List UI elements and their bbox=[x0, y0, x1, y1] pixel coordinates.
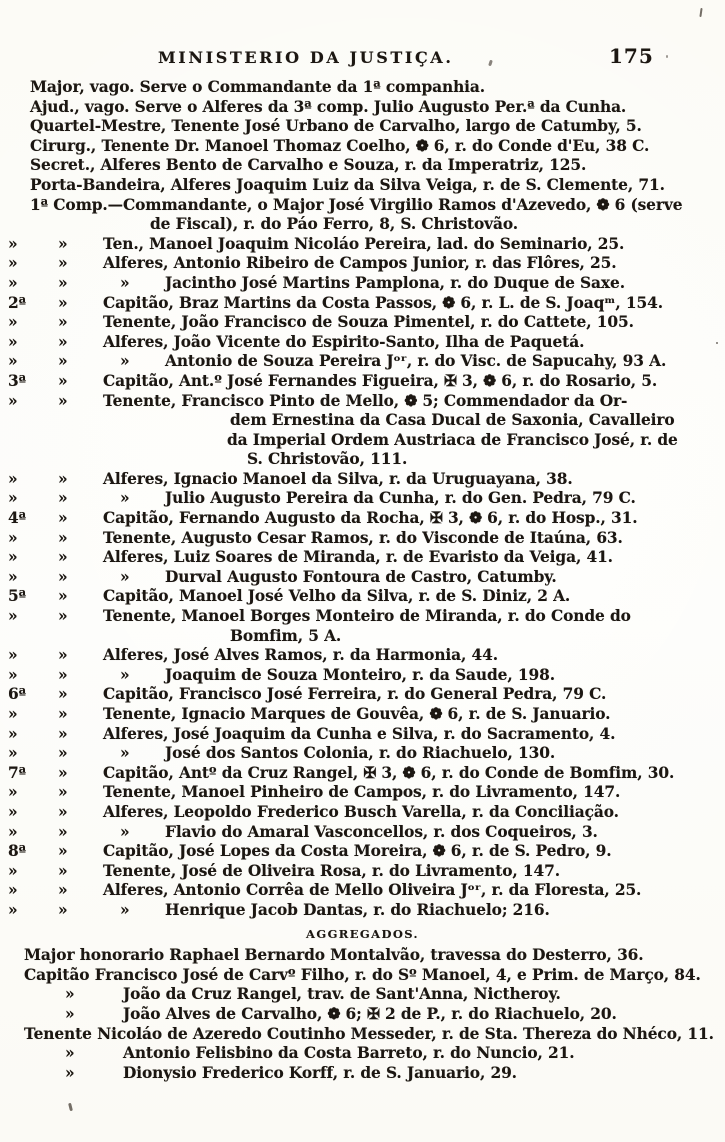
roster-entry-text: Alferes, Ignacio Manoel da Silva, r. da Uruguayana, 38. bbox=[103, 469, 573, 488]
roster-row bbox=[0, 744, 725, 764]
roster-entry-text: Antonio de Souza Pereira Jᵒʳ, r. do Visc. de Sapucahy, 93 A. bbox=[165, 352, 667, 371]
roster-entry-text: Tenente, Augusto Cesar Ramos, r. do Visconde de Itaúna, 63. bbox=[103, 528, 623, 547]
roster-entry-text: Julio Augusto Pereira da Cunha, r. do Gen. Pedra, 79 C. bbox=[165, 489, 636, 508]
company-number-column: » bbox=[8, 254, 18, 273]
roster-entry-text: Tenente, José de Oliveira Rosa, r. do Livramento, 147. bbox=[103, 861, 561, 880]
company-number-column: » bbox=[8, 783, 18, 802]
company-number-column: » bbox=[8, 881, 18, 900]
aggregados-entry-text: Tenente Nicoláo de Azeredo Coutinho Messeder, r. de Sta. Thereza do Nhéco, 11. bbox=[24, 1024, 714, 1043]
roster-entry-text: Alferes, Luiz Soares de Miranda, r. de Evaristo da Veiga, 41. bbox=[103, 548, 613, 567]
roster-row bbox=[0, 392, 725, 412]
ditto-mark-column: » bbox=[58, 783, 68, 802]
aggregados-entry-text: João Alves de Carvalho, ❁ 6; ✠ 2 de P., r. do Riachuelo, 20. bbox=[123, 1004, 617, 1023]
company-number-column: » bbox=[8, 665, 18, 684]
ditto-mark-column: » bbox=[58, 881, 68, 900]
roster-entry-text: Tenente, Francisco Pinto de Mello, ❁ 5; Commendador da Or- bbox=[103, 391, 628, 410]
ink-speck bbox=[716, 342, 718, 344]
ditto-mark-column: » bbox=[58, 685, 68, 704]
ditto-mark-column: » bbox=[58, 509, 68, 528]
roster-continuation-line: S. Christovão, 111. bbox=[247, 450, 408, 469]
ditto-mark-column: » bbox=[58, 548, 68, 567]
roster-row bbox=[0, 529, 725, 549]
company-number-column: » bbox=[8, 567, 18, 586]
roster-entry-text: Durval Augusto Fontoura de Castro, Catumby. bbox=[165, 567, 557, 586]
aggregados-row bbox=[0, 1044, 725, 1064]
company-number-column: » bbox=[8, 900, 18, 919]
aggregados-entry-text: João da Cruz Rangel, trav. de Sant'Anna, Nictheroy. bbox=[123, 985, 561, 1004]
ink-speck bbox=[666, 55, 668, 58]
ditto-mark-column: » bbox=[58, 391, 68, 410]
company-number-column: 6ª bbox=[8, 685, 27, 704]
aggregados-entry-text: Capitão Francisco José de Carvº Filho, r. do Sº Manoel, 4, e Prim. de Março, 84. bbox=[24, 965, 701, 984]
aggregados-row bbox=[0, 1025, 725, 1045]
ditto-mark-column: » bbox=[58, 587, 68, 606]
ditto-mark-column: » bbox=[58, 822, 68, 841]
roster-row bbox=[0, 705, 725, 725]
roster-entry-text: Capitão, Fernando Augusto da Rocha, ✠ 3, ❁ 6, r. do Hosp., 31. bbox=[103, 509, 638, 528]
roster-row bbox=[0, 901, 725, 921]
ditto-mark-column: » bbox=[58, 861, 68, 880]
company-number-column: » bbox=[8, 548, 18, 567]
aggregados-row bbox=[0, 1064, 725, 1084]
roster-row bbox=[0, 294, 725, 314]
company-number-column: 3ª bbox=[8, 371, 27, 390]
company-roster-section bbox=[0, 235, 725, 921]
roster-entry-text: Tenente, João Francisco de Souza Pimentel, r. do Cattete, 105. bbox=[103, 313, 634, 332]
sub-ditto-mark: » bbox=[120, 822, 130, 841]
aggregados-entry-text: Dionysio Frederico Korff, r. de S. Januario, 29. bbox=[123, 1063, 517, 1082]
roster-row bbox=[0, 568, 725, 588]
ditto-mark-column: » bbox=[58, 352, 68, 371]
roster-row bbox=[0, 607, 725, 627]
aggregados-entry-text: Antonio Felisbino da Costa Barreto, r. do Nuncio, 21. bbox=[123, 1044, 575, 1063]
ditto-mark-column: » bbox=[58, 273, 68, 292]
page-title: MINISTERIO DA JUSTIÇA. bbox=[158, 48, 454, 67]
ink-speck bbox=[68, 1103, 73, 1111]
roster-row bbox=[0, 862, 725, 882]
roster-row bbox=[0, 646, 725, 666]
roster-row bbox=[0, 685, 725, 705]
roster-continuation-line: da Imperial Ordem Austriaca de Francisco José, r. de bbox=[227, 430, 678, 449]
ditto-mark-column: » bbox=[58, 332, 68, 351]
roster-row bbox=[0, 313, 725, 333]
roster-entry-text: Joaquim de Souza Monteiro, r. da Saude, 198. bbox=[165, 665, 555, 684]
ditto-mark-column: » bbox=[58, 900, 68, 919]
roster-row bbox=[0, 548, 725, 568]
company-number-column: » bbox=[8, 391, 18, 410]
roster-row bbox=[0, 254, 725, 274]
roster-row bbox=[0, 803, 725, 823]
company-number-column: » bbox=[8, 802, 18, 821]
roster-entry-text: Capitão, Francisco José Ferreira, r. do General Pedra, 79 C. bbox=[103, 685, 607, 704]
roster-row bbox=[0, 764, 725, 784]
roster-row bbox=[0, 823, 725, 843]
roster-entry-text: Capitão, Manoel José Velho da Silva, r. de S. Diniz, 2 A. bbox=[103, 587, 571, 606]
staff-line: Quartel-Mestre, Tenente José Urbano de Carvalho, largo de Catumby, 5. bbox=[30, 117, 642, 136]
company-number-column: » bbox=[8, 607, 18, 626]
roster-entry-text: Alferes, João Vicente do Espirito-Santo, Ilha de Paquetá. bbox=[103, 332, 585, 351]
ditto-mark-column: » bbox=[58, 607, 68, 626]
company-number-column: 4ª bbox=[8, 509, 27, 528]
sub-ditto-mark: » bbox=[120, 352, 130, 371]
roster-entry-text: Capitão, Antº da Cruz Rangel, ✠ 3, ❁ 6, r. do Conde de Bomfim, 30. bbox=[103, 763, 675, 782]
roster-row bbox=[0, 587, 725, 607]
staff-line: Ajud., vago. Serve o Alferes da 3ª comp. Julio Augusto Per.ª da Cunha. bbox=[30, 97, 627, 116]
roster-entry-text: Alferes, Antonio Ribeiro de Campos Junior, r. das Flôres, 25. bbox=[103, 254, 617, 273]
aggregados-section bbox=[0, 946, 725, 1083]
company-number-column: » bbox=[8, 705, 18, 723]
sub-ditto-mark: » bbox=[120, 567, 130, 586]
roster-entry-text: Jacintho José Martins Pamplona, r. do Duque de Saxe. bbox=[165, 273, 625, 292]
roster-row bbox=[0, 509, 725, 529]
roster-row bbox=[0, 235, 725, 255]
company-number-column: 2ª bbox=[8, 293, 27, 312]
company-number-column: 8ª bbox=[8, 842, 27, 861]
roster-entry-text: Henrique Jacob Dantas, r. do Riachuelo; 216. bbox=[165, 900, 550, 919]
ditto-mark-column: » bbox=[58, 293, 68, 312]
roster-continuation-line: dem Ernestina da Casa Ducal de Saxonia, Cavalleiro bbox=[230, 411, 675, 430]
ditto-mark-column: » bbox=[58, 567, 68, 586]
company-number-column: » bbox=[8, 822, 18, 841]
page-number: 175 bbox=[609, 44, 654, 68]
company-number-column: » bbox=[8, 489, 18, 508]
ditto-mark-column: » bbox=[58, 469, 68, 488]
roster-row bbox=[0, 842, 725, 862]
company-number-column: » bbox=[8, 332, 18, 351]
roster-entry-text: Capitão, Ant.º José Fernandes Figueira, ✠ 3, ❁ 6, r. do Rosario, 5. bbox=[103, 371, 658, 390]
ditto-mark-column: » bbox=[58, 528, 68, 547]
aggregados-row bbox=[0, 1005, 725, 1025]
roster-row bbox=[0, 666, 725, 686]
roster-entry-text: Capitão, Braz Martins da Costa Passos, ❁ 6, r. L. de S. Joaqᵐ, 154. bbox=[103, 293, 664, 312]
roster-row bbox=[0, 489, 725, 509]
company-number-column: » bbox=[8, 528, 18, 547]
ditto-mark-column: » bbox=[58, 763, 68, 782]
aggregados-ditto-mark: » bbox=[65, 1044, 75, 1063]
ditto-mark-column: » bbox=[58, 646, 68, 665]
company-number-column: » bbox=[8, 744, 18, 763]
roster-continuation-line: Bomfim, 5 A. bbox=[230, 626, 342, 645]
company-number-column: » bbox=[8, 646, 18, 665]
staff-line: Major, vago. Serve o Commandante da 1ª companhia. bbox=[30, 78, 486, 96]
roster-entry-text: Ten., Manoel Joaquim Nicoláo Pereira, lad. do Seminario, 25. bbox=[103, 234, 625, 253]
sub-ditto-mark: » bbox=[120, 665, 130, 684]
ditto-mark-column: » bbox=[58, 665, 68, 684]
company-number-column: » bbox=[8, 469, 18, 488]
ditto-mark-column: » bbox=[58, 313, 68, 332]
staff-line: Porta-Bandeira, Alferes Joaquim Luiz da Silva Veiga, r. de S. Clemente, 71. bbox=[30, 175, 665, 194]
ditto-mark-column: » bbox=[58, 802, 68, 821]
aggregados-ditto-mark: » bbox=[65, 985, 75, 1004]
aggregados-row bbox=[0, 946, 725, 966]
sub-ditto-mark: » bbox=[120, 489, 130, 508]
sub-ditto-mark: » bbox=[120, 900, 130, 919]
company-number-column: » bbox=[8, 724, 18, 743]
roster-row bbox=[0, 333, 725, 353]
ditto-mark-column: » bbox=[58, 744, 68, 763]
ditto-mark-column: » bbox=[58, 234, 68, 253]
roster-entry-text: Tenente, Manoel Pinheiro de Campos, r. do Livramento, 147. bbox=[103, 783, 621, 802]
company-number-column: » bbox=[8, 352, 18, 371]
roster-entry-text: Alferes, José Alves Ramos, r. da Harmonia, 44. bbox=[103, 646, 499, 665]
roster-entry-text: Alferes, Antonio Corrêa de Mello Oliveira Jᵒʳ, r. da Floresta, 25. bbox=[103, 881, 642, 900]
company-number-column: » bbox=[8, 313, 18, 332]
company-number-column: » bbox=[8, 273, 18, 292]
roster-row bbox=[0, 783, 725, 803]
roster-row bbox=[0, 725, 725, 745]
ditto-mark-column: » bbox=[58, 842, 68, 861]
roster-entry-text: Flavio do Amaral Vasconcellos, r. dos Coqueiros, 3. bbox=[165, 822, 598, 841]
roster-row bbox=[0, 881, 725, 901]
company-number-column: 7ª bbox=[8, 763, 27, 782]
aggregados-ditto-mark: » bbox=[65, 1004, 75, 1023]
aggregados-entry-text: Major honorario Raphael Bernardo Montalvão, travessa do Desterro, 36. bbox=[24, 946, 644, 965]
aggregados-heading: AGGREGADOS. bbox=[306, 926, 419, 941]
roster-row bbox=[0, 470, 725, 490]
aggregados-ditto-mark: » bbox=[65, 1063, 75, 1082]
roster-row bbox=[0, 372, 725, 392]
company-number-column: » bbox=[8, 234, 18, 253]
company-number-column: » bbox=[8, 861, 18, 880]
roster-entry-text: Alferes, Leopoldo Frederico Busch Varella, r. da Conciliação. bbox=[103, 802, 619, 821]
roster-entry-text: Tenente, Ignacio Marques de Gouvêa, ❁ 6, r. de S. Januario. bbox=[103, 705, 611, 723]
ditto-mark-column: » bbox=[58, 724, 68, 743]
ditto-mark-column: » bbox=[58, 705, 68, 723]
ditto-mark-column: » bbox=[58, 371, 68, 390]
staff-continuation-line: de Fiscal), r. do Páo Ferro, 8, S. Christovão. bbox=[150, 215, 518, 234]
aggregados-row bbox=[0, 966, 725, 986]
page-header bbox=[0, 0, 725, 78]
sub-ditto-mark: » bbox=[120, 744, 130, 763]
staff-line: Cirurg., Tenente Dr. Manoel Thomaz Coelho, ❁ 6, r. do Conde d'Eu, 38 C. bbox=[30, 136, 650, 155]
roster-entry-text: Alferes, José Joaquim da Cunha e Silva, r. do Sacramento, 4. bbox=[103, 724, 616, 743]
company-number-column: 5ª bbox=[8, 587, 27, 606]
roster-entry-text: Capitão, José Lopes da Costa Moreira, ❁ 6, r. de S. Pedro, 9. bbox=[103, 842, 612, 861]
ditto-mark-column: » bbox=[58, 254, 68, 273]
aggregados-row bbox=[0, 985, 725, 1005]
roster-row bbox=[0, 274, 725, 294]
sub-ditto-mark: » bbox=[120, 273, 130, 292]
staff-line: Secret., Alferes Bento de Carvalho e Souza, r. da Imperatriz, 125. bbox=[30, 156, 587, 175]
ditto-mark-column: » bbox=[58, 489, 68, 508]
staff-section bbox=[0, 78, 725, 235]
staff-line: 1ª Comp.—Commandante, o Major José Virgilio Ramos d'Azevedo, ❁ 6 (serve bbox=[30, 195, 683, 214]
roster-entry-text: Tenente, Manoel Borges Monteiro de Miranda, r. do Conde do bbox=[103, 607, 631, 626]
roster-row bbox=[0, 352, 725, 372]
roster-entry-text: José dos Santos Colonia, r. do Riachuelo, 130. bbox=[165, 744, 556, 763]
